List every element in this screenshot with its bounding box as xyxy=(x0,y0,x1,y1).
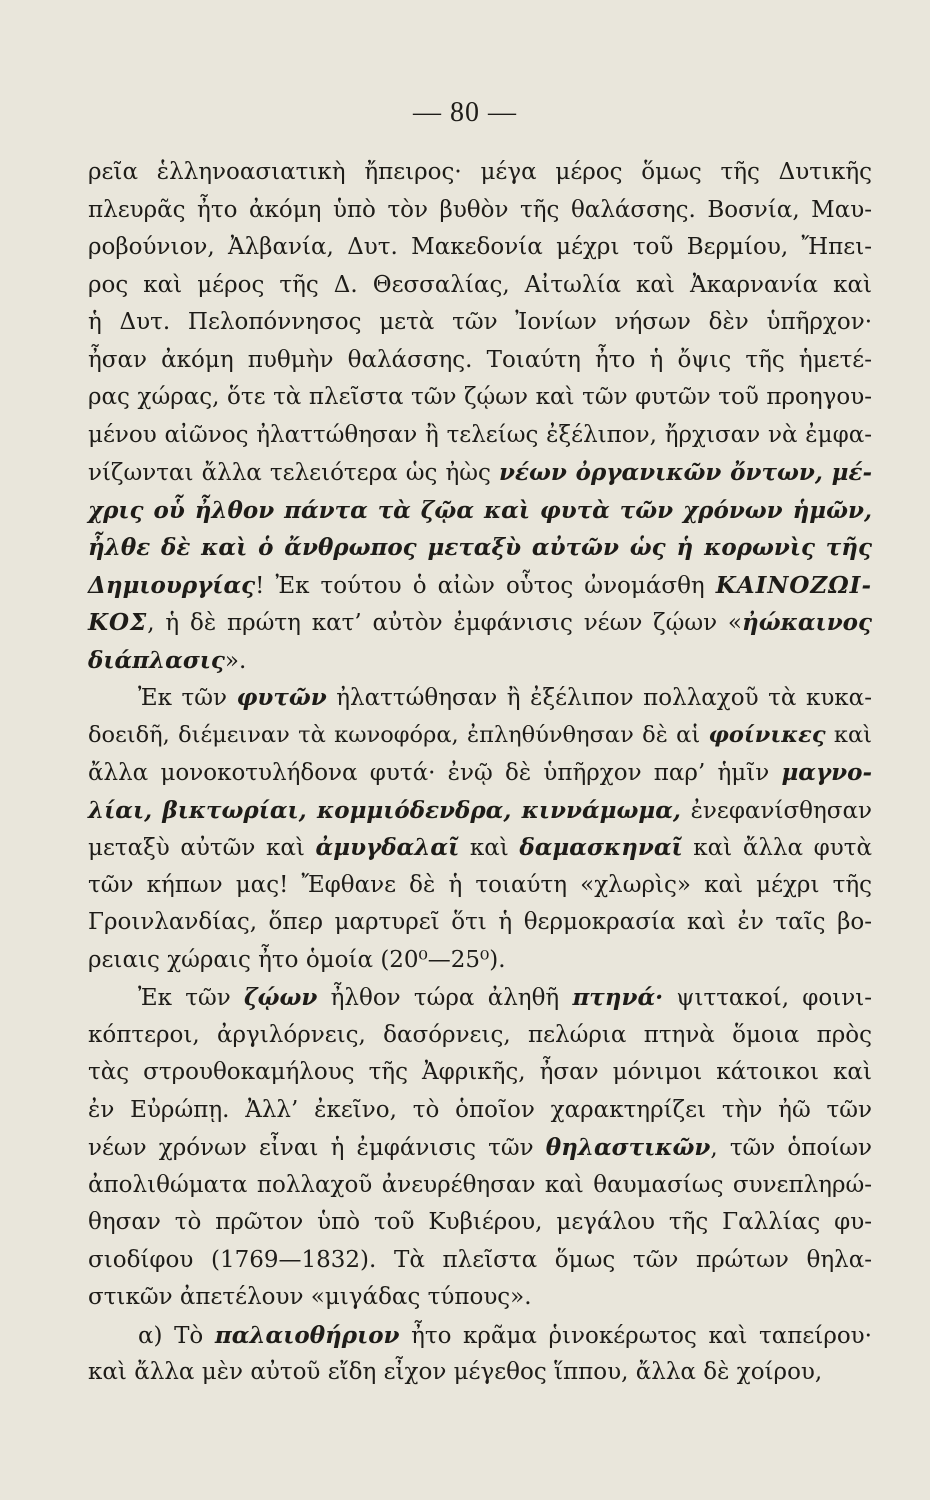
text-span: ἄλλα μονοκοτυλήδονα φυτά· ἐνῷ δὲ ὑπῆρχον παρ’ ἡμῖν xyxy=(88,760,782,786)
text-line xyxy=(88,379,872,417)
text-span: κόπτεροι, ἀργιλόρνεις, δασόρνεις, πελώρια πτηνὰ ὅμοια πρὸς xyxy=(88,1021,872,1048)
text-span: ρεῖα ἑλληνοασιατικὴ ἤπειρος· μέγα μέρος ὅμως τῆς Δυτικῆς xyxy=(88,159,872,185)
text-span: ρος καὶ μέρος τῆς Δ. Θεσσαλίας, Αἰτωλία καὶ Ἀκαρνανία καὶ xyxy=(88,271,872,298)
emphasized-text: λίαι, βικτωρίαι, κομμιόδενδρα, κιννάμωμα, xyxy=(88,796,681,824)
text-line xyxy=(88,754,872,792)
emphasized-text: Δημιουργίας xyxy=(88,571,256,599)
emphasized-text: ΚΟΣ xyxy=(88,609,148,636)
text-span: ». xyxy=(224,647,247,674)
text-line xyxy=(88,567,872,605)
text-span: καὶ ἄλλα μὲν αὐτοῦ εἴδη εἶχον μέγεθος ἵππου, ἄλλα δὲ χοίρου, xyxy=(88,1359,823,1385)
text-line xyxy=(88,1279,872,1317)
text-span: ἦτο κρᾶμα ῥινοκέρωτος καὶ ταπείρου· xyxy=(399,1322,872,1349)
text-span: ρειαις χώραις ἦτο ὁμοία (20⁰—25⁰). xyxy=(88,946,506,973)
emphasized-text: παλαιοθήριον xyxy=(214,1321,400,1349)
text-line xyxy=(88,1242,872,1280)
text-line xyxy=(88,679,872,717)
text-span: πλευρᾶς ἦτο ἀκόμη ὑπὸ τὸν βυθὸν τῆς θαλάσσης. Βοσνία, Μαυ- xyxy=(88,196,872,223)
text-line xyxy=(88,1167,872,1205)
emphasized-text: ἦλθε δὲ καὶ ὁ ἄνθρωπος μεταξὺ αὐτῶν ὡς ἡ κορωνὶς τῆς xyxy=(88,534,872,561)
text-span: δοειδῆ, διέμειναν τὰ κωνοφόρα, ἐπληθύνθησαν δὲ αἱ xyxy=(88,721,709,748)
text-line xyxy=(88,1017,872,1055)
text-span: νέων χρόνων εἶναι ἡ ἐμφάνισις τῶν xyxy=(88,1135,546,1161)
body-text xyxy=(88,154,872,1392)
text-line xyxy=(88,342,872,380)
text-line xyxy=(88,154,872,192)
text-span: τὰς στρουθοκαμήλους τῆς Ἀφρικῆς, ἦσαν μόνιμοι κάτοικοι καὶ xyxy=(88,1059,872,1085)
text-line xyxy=(88,304,872,342)
emphasized-text: ΚΑΙΝΟΖΩΙ- xyxy=(715,571,872,599)
text-span: α) Τὸ xyxy=(138,1322,215,1349)
text-span: στικῶν ἀπετέλουν «μιγάδας τύπους». xyxy=(88,1284,532,1310)
text-span: νίζωνται ἄλλα τελειότερα ὡς ἠὼς xyxy=(88,460,500,486)
text-line xyxy=(88,979,872,1017)
text-span: σιοδίφου (1769—1832). Τὰ πλεῖστα ὅμως τῶν πρώτων θηλα- xyxy=(88,1246,872,1273)
emphasized-text: φυτῶν xyxy=(236,684,327,711)
text-span: ροβούνιον, Ἀλβανία, Δυτ. Μακεδονία μέχρι τοῦ Βερμίου, Ἤπει- xyxy=(88,234,872,260)
text-line xyxy=(88,942,872,980)
text-span: ! Ἐκ τούτου ὁ αἰὼν οὗτος ὠνομάσθη xyxy=(255,572,716,599)
emphasized-text: ἠώκαινος xyxy=(742,609,872,636)
text-span: Ἐκ τῶν xyxy=(138,685,237,711)
text-span: μεταξὺ αὐτῶν καὶ xyxy=(88,835,316,861)
text-line xyxy=(88,192,872,230)
text-line xyxy=(88,454,872,492)
text-span: καὶ xyxy=(459,835,520,861)
text-line xyxy=(88,1092,872,1130)
text-line xyxy=(88,604,872,642)
text-span: μένου αἰῶνος ἠλαττώθησαν ἢ τελείως ἐξέλιπον, ἤρχισαν νὰ ἐμφα- xyxy=(88,421,872,448)
text-span: ἠλαττώθησαν ἢ ἐξέλιπον πολλαχοῦ τὰ κυκα- xyxy=(326,685,872,711)
text-line xyxy=(88,492,872,530)
emphasized-text: ζῴων xyxy=(243,984,318,1011)
text-span: ἀπολιθώματα πολλαχοῦ ἀνευρέθησαν καὶ θαυμασίως συνεπληρώ- xyxy=(88,1171,872,1198)
text-span: ἦλθον τώρα ἀληθῆ xyxy=(317,985,573,1011)
emphasized-text: πτηνά· xyxy=(572,984,664,1011)
text-line xyxy=(88,417,872,455)
text-span: ψιττακοί, φοινι- xyxy=(663,985,873,1011)
text-line xyxy=(88,229,872,267)
text-line xyxy=(88,867,872,905)
text-line xyxy=(88,1129,872,1167)
text-line xyxy=(88,267,872,305)
text-line xyxy=(88,1354,872,1392)
emphasized-text: δαμασκηναῖ xyxy=(519,834,683,861)
text-span: θησαν τὸ πρῶτον ὑπὸ τοῦ Κυβιέρου, μεγάλου τῆς Γαλλίας φυ- xyxy=(88,1209,872,1235)
text-span: ἦσαν ἀκόμη πυθμὴν θαλάσσης. Τοιαύτη ἦτο ἡ ὄψις τῆς ἡμετέ- xyxy=(88,346,872,373)
text-span: τῶν κήπων μας! Ἔφθανε δὲ ἡ τοιαύτη «χλωρὶς» καὶ μέχρι τῆς xyxy=(88,871,872,898)
emphasized-text: διάπλασις xyxy=(88,646,225,674)
text-span: , ἡ δὲ πρώτη κατ’ αὐτὸν ἐμφάνισις νέων ζῴων « xyxy=(147,610,742,636)
emphasized-text: χρις οὗ ἦλθον πάντα τὰ ζῷα καὶ φυτὰ τῶν χρόνων ἡμῶν, xyxy=(88,496,872,524)
text-span: Γροινλανδίας, ὅπερ μαρτυρεῖ ὅτι ἡ θερμοκρασία καὶ ἐν ταῖς βο- xyxy=(88,909,872,935)
text-span: , τῶν ὁποίων xyxy=(710,1135,872,1161)
text-line xyxy=(88,1054,872,1092)
text-span: ἐνεφανίσθησαν xyxy=(680,797,872,824)
text-span: ἡ Δυτ. Πελοπόννησος μετὰ τῶν Ἰονίων νήσων δὲν ὑπῆρχον· xyxy=(88,309,872,335)
emphasized-text: ἀμυγδαλαῖ xyxy=(315,834,460,861)
text-line xyxy=(88,1317,872,1355)
text-span: ἐν Εὐρώπῃ. Ἀλλ’ ἐκεῖνο, τὸ ὁποῖον χαρακτηρίζει τὴν ἠῶ τῶν xyxy=(88,1096,872,1123)
text-line xyxy=(88,642,872,680)
text-span: ρας χώρας, ὅτε τὰ πλεῖστα τῶν ζῴων καὶ τῶν φυτῶν τοῦ προηγου- xyxy=(88,384,872,410)
text-span: Ἐκ τῶν xyxy=(138,985,244,1011)
emphasized-text: μαγνο- xyxy=(781,759,872,786)
text-span: καὶ xyxy=(825,721,872,748)
text-line xyxy=(88,904,872,942)
emphasized-text: φοίνικες xyxy=(708,721,826,748)
text-line xyxy=(88,1204,872,1242)
text-line xyxy=(88,829,872,867)
emphasized-text: θηλαστικῶν xyxy=(545,1134,711,1161)
text-span: καὶ ἄλλα φυτὰ xyxy=(682,835,872,861)
text-line xyxy=(88,529,872,567)
text-line xyxy=(88,792,872,830)
page-number: — 80 — xyxy=(413,97,517,128)
text-line xyxy=(88,717,872,755)
emphasized-text: νέων ὀργανικῶν ὄντων, μέ- xyxy=(499,459,872,486)
